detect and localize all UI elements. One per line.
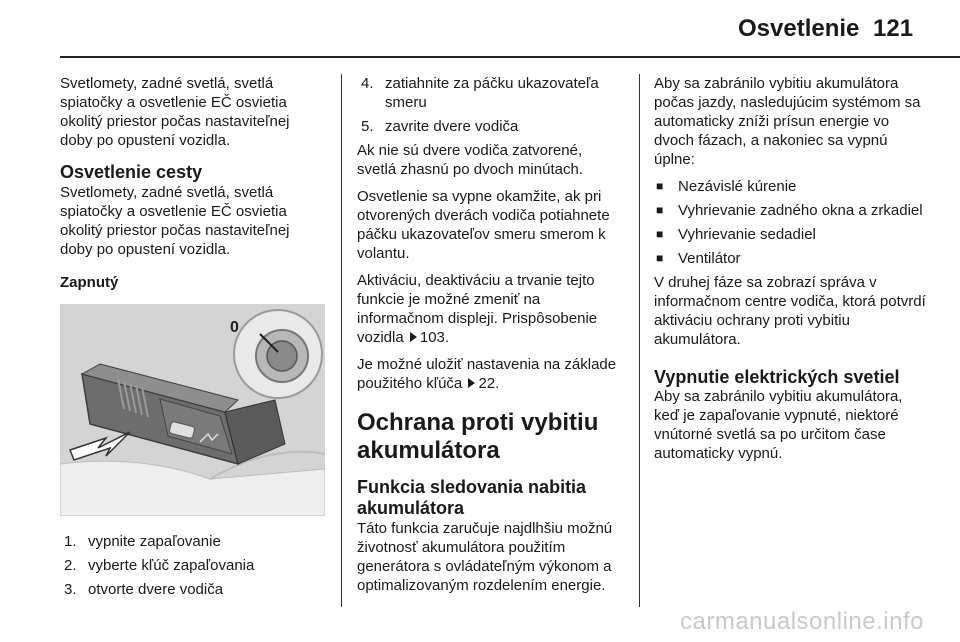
column-divider-1 <box>341 74 342 607</box>
list-item: ■ Vyhrievanie zadného okna a zrkadiel <box>656 202 923 219</box>
battery-monitoring-text: Táto funkcia zaručuje najdlhšiu možnú životnosť akumulátora použitím generátora s ovládateľným výkonom a optimalizovaným rozdelením energie. <box>357 520 613 594</box>
bullet-icon: ■ <box>656 203 664 217</box>
knob-position-label: 0 <box>230 319 239 336</box>
header-rule <box>60 56 960 58</box>
list-item: 5. zavrite dvere vodiča <box>361 118 519 135</box>
lights-off-text: Aby sa zabránilo vybitiu akumulátora, keď je zapaľovanie vypnuté, niektoré vnútorné svetlá sa po určitom čase automaticky vypnú. <box>654 388 903 462</box>
turn-signal-lever-figure <box>60 304 325 516</box>
sub-heading-lights-off: Vypnutie elektrických svetiel <box>654 367 900 387</box>
steps-list-2 <box>357 74 625 136</box>
bullet-icon: ■ <box>656 179 664 193</box>
paragraph-key-settings: Je možné uložiť nastavenia na základe použitého kľúča 22. <box>357 356 617 392</box>
list-item: ■ Nezávislé kúrenie <box>656 178 797 195</box>
column-3 <box>654 74 926 463</box>
list-item: ■ Ventilátor <box>656 250 741 267</box>
list-item: 3. otvorte dvere vodiča <box>64 581 224 598</box>
page-number: 121 <box>873 15 914 42</box>
lever-illustration <box>60 304 325 516</box>
bullet-icon: ■ <box>656 227 664 241</box>
paragraph-settings: Aktiváciu, deaktiváciu a trvanie tejto funkcie je možné zmeniť na informačnom displeji. Prispôsobenie vozidla 103. <box>357 272 598 346</box>
road-lighting-text: Svetlomety, zadné svetlá, svetlá spiatočky a osvetlenie EČ osvietia okolitý priestor počas nastaviteľnej doby po opustení vozidla. <box>60 184 290 258</box>
column-1 <box>60 74 325 604</box>
second-phase-paragraph: V druhej fáze sa zobrazí správa v informačnom centre vodiča, ktorá potvrdí aktiváciu ochrany proti vybitiu akumulátora. <box>654 274 926 348</box>
paragraph-door-open: Ak nie sú dvere vodiča zatvorené, svetlá zhasnú po dvoch minútach. <box>357 142 583 178</box>
page-reference-icon <box>410 332 417 342</box>
list-item: 2. vyberte kľúč zapaľovania <box>64 557 255 574</box>
column-divider-2 <box>639 74 640 607</box>
list-item: ■ Vyhrievanie sedadiel <box>656 226 816 243</box>
column-2 <box>357 74 625 595</box>
bullet-icon: ■ <box>656 251 664 265</box>
sub-heading-activated: Zapnutý <box>60 274 119 291</box>
page-title: Osvetlenie <box>738 15 860 42</box>
section-heading-road-lighting: Osvetlenie cesty <box>60 162 203 182</box>
list-item: 1. vypnite zapaľovanie <box>64 533 221 550</box>
intro-paragraph: Svetlomety, zadné svetlá, svetlá spiatočky a osvetlenie EČ osvietia okolitý priestor počas nastaviteľnej doby po opustení vozidla. <box>60 75 290 149</box>
steps-list-1 <box>60 532 325 599</box>
page-header <box>0 0 960 60</box>
paragraph-immediate-off: Osvetlenie sa vypne okamžite, ak pri otvorených dverách vodiča potiahnete páčku ukazovateľov smeru smerom k volantu. <box>357 188 610 262</box>
page-reference-link[interactable]: 22. <box>478 375 500 392</box>
load-shedding-intro: Aby sa zabránilo vybitiu akumulátora počas jazdy, nasledujúcim systémom sa automaticky zníži prísun energie vo dvoch fázach, a nakoniec sa vypnú úplne: <box>654 75 921 168</box>
page-reference-link[interactable]: 103. <box>419 329 450 346</box>
sub-heading-battery-monitoring: Funkcia sledovania nabitia akumulátora <box>357 477 587 518</box>
list-item: 4. zatiahnite za páčku ukazovateľa smeru <box>361 75 599 111</box>
section-heading-battery-protection: Ochrana proti vybitiu akumulátora <box>357 409 599 464</box>
page-reference-icon <box>468 378 475 388</box>
watermark: carmanualsonline.info <box>680 608 924 635</box>
consumer-list <box>654 177 926 268</box>
